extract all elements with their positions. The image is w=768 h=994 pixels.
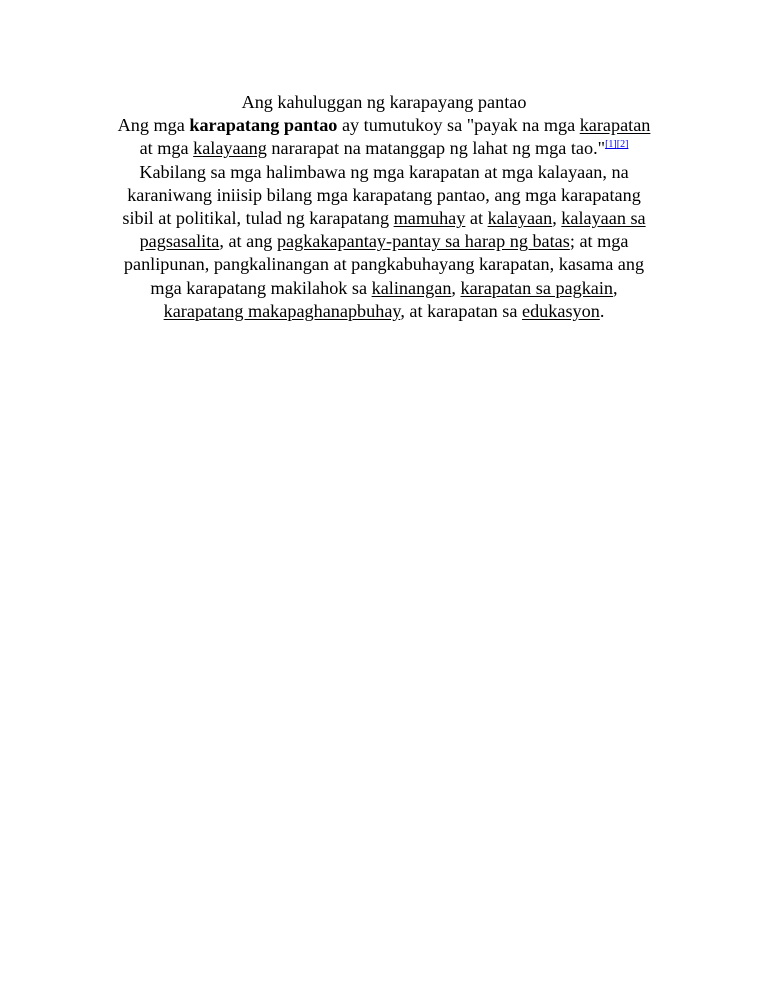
document-title: Ang kahuluggan ng karapayang pantao: [241, 92, 527, 112]
text-run: .: [599, 300, 605, 321]
text-run: at mga: [139, 138, 194, 159]
reference-link-2[interactable]: [2]: [616, 139, 629, 151]
text-run: ,: [613, 277, 618, 298]
link-kalayaan[interactable]: kalayaan: [487, 208, 553, 229]
text-run: , at karapatan sa: [400, 300, 523, 321]
text-run: ay tumutukoy sa "payak na mga: [337, 115, 580, 136]
text-run: Ang mga: [117, 115, 190, 136]
link-pagkakapantay-pantay[interactable]: pagkakapantay-pantay sa harap ng batas: [276, 231, 570, 252]
reference-superscript: [605, 139, 628, 150]
bold-term-karapatang-pantao: karapatang pantao: [189, 115, 338, 136]
link-karapatan[interactable]: karapatan: [579, 115, 651, 136]
text-run: nararapat na matanggap ng lahat ng mga tao.": [266, 138, 606, 159]
text-run: ,: [451, 277, 461, 298]
link-kalayaang[interactable]: kalayaang: [193, 138, 267, 159]
link-karapatan-sa-pagkain[interactable]: karapatan sa pagkain: [460, 277, 614, 298]
link-kalayaan-sa-pagsasalita[interactable]: kalayaan sa pagsasalita: [139, 208, 646, 252]
reference-link-1[interactable]: [1]: [605, 139, 617, 151]
text-run: ; at mga panlipunan, pangkalinangan at pangkabuhayang karapatan, kasama ang mga karapatang makilahok sa: [123, 231, 645, 298]
document-content: [110, 91, 658, 323]
link-kalinangan[interactable]: kalinangan: [371, 277, 452, 298]
body-paragraph: [110, 114, 658, 323]
link-mamuhay[interactable]: mamuhay: [393, 208, 466, 229]
link-edukasyon[interactable]: edukasyon: [522, 300, 600, 321]
text-run: at: [465, 208, 488, 229]
text-run: , at ang: [219, 231, 277, 252]
link-karapatang-makapaghanapbuhay[interactable]: karapatang makapaghanapbuhay: [163, 300, 401, 321]
text-run: ,: [552, 208, 562, 229]
text-run: Kabilang sa mga halimbawa ng mga karapatan at mga kalayaan, na karaniwang iniisip bilang mga karapatang pantao, ang mga karapatang sibil at politikal, tulad ng karapatang: [122, 161, 641, 229]
